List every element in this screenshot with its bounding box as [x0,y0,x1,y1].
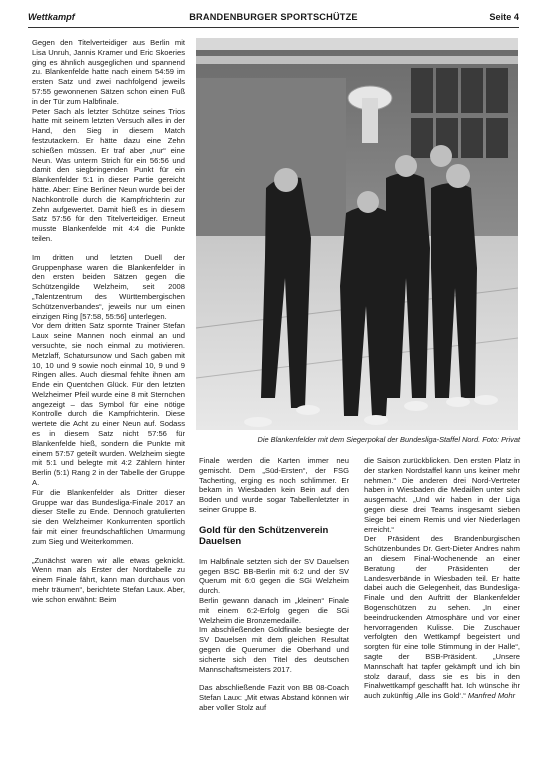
paragraph: Das abschließende Fazit von BB 08-Coach Stefan Laux: „Mit etwas Abstand können wir aber voller Stolz auf [199,683,349,712]
paragraph: die Saison zurückblicken. Den ersten Platz in der starken Nordstaffel kann uns keiner mehr nehmen.“ Die anderen drei Nord-Vertreter haben in Wiesbaden die Medaillen unter sich ausgemacht. „Und wir haben in der Liga gegen diese drei Teams insgesamt sieben Siege bei einem Remis und vier Niederlagen erreicht.“ [364,456,520,534]
team-photo-image [196,38,518,430]
paragraph: Für die Blankenfelder als Dritter dieser Gruppe war das Bundesliga-Finale 2017 an dieser Stelle zu Ende. Dennoch gratulierten sie den Welzheimer Konkurrenten sportlich fair mit einer freundschaftlichen Umarmung zum Sieg und Weiterkommen. [32,487,185,546]
author-signature: Manfred Mohr [467,691,516,701]
section-label: Wettkampf [28,12,75,22]
paragraph: Berlin gewann danach im „kleinen“ Finale mit einem 6:2-Erfolg gegen die SGi Welzheim die Bronzemedaille. [199,595,349,625]
page-header [28,12,519,26]
paragraph: Im Halbfinale setzten sich der SV Dauelsen gegen BSC BB-Berlin mit 6:2 und der SV Querum mit 6:0 gegen die SGi Welzheim durch. [199,556,349,596]
article-column-2 [199,456,349,713]
paragraph: Gegen den Titelverteidiger aus Berlin mit Lisa Unruh, Jannis Kramer und Eric Skoeries ging es ähnlich ausgeglichen und spannend zu. Blankenfelde hatte nach einem 54:59 im ersten Satz und zwei nachfolgend jeweils 57:55 gewonnenen Sätzen schon einen Fuß in der Tür zum Halbfinale. [32,38,185,106]
paragraph-text: Der Präsident des Brandenburgischen Schützenbundes Dr. Gert-Dieter Andres nahm an diesem Final-Wochenende an einer Beratung der Präsidenten der Landesverbände in Wiesbaden teil. Er hatte dabei auch die Gelegenheit, das Bundesliga-Finale und den Auftritt der Blankenfelder Bogenschützen zu sehen. „In einer beeindruckenden Atmosphäre und vor einer hervorragenden Kulisse. Die Zuschauer verfolgten den Wettkampf begeistert und sorgten für eine tolle Stimmung in der Halle“, sagte der BSB-Präsident. „Unsere Mannschaft hat tapfer gekämpft und ich bin stolz darauf, dass sie es bis in den Finalwettkampf geschafft hat. Ich wünsche ihr auch zukünftig ‚Alle ins Gold‘.“ [364,534,520,701]
paragraph: Im abschließenden Goldfinale besiegte der SV Dauelsen mit dem gleichen Resultat gegen die Querumer die Oberhand und sicherte sich den Titel des deutschen Mannschaftsmeisters 2017. [199,625,349,674]
photo-caption: Die Blankenfelder mit dem Siegerpokal der Bundesliga-Staffel Nord. Foto: Privat [257,435,520,444]
article-column-3 [364,456,520,701]
team-photo [196,38,518,430]
paragraph: Finale werden die Karten immer neu gemischt. Dem „Süd-Ersten“, der FSG Tacherting, erging es noch schlimmer. Er bekam in Wiesbaden kein Bein auf den Boden und wurde sogar Tabellenletzter in seiner Gruppe B. [199,456,349,514]
article-column-1 [32,38,185,605]
paragraph: „Zunächst waren wir alle etwas geknickt. Wenn man als Erster der Nordtabelle zu einem Finale fährt, kann man durchaus von mehr träumen“, berichtete Stefan Laux. Aber, wie schon erwähnt: Beim [32,555,185,604]
subheading: Gold für den Schützenverein Dauelsen [199,524,329,548]
paragraph [364,534,520,701]
paragraph: Vor dem dritten Satz spornte Trainer Stefan Laux seine Mannen noch einmal an und versuchte, sie noch einmal zu motivieren. Metzlaff, Schatursunow und Sach gaben mit 10, 10 und 9 sowie noch einmal 10, 9 und 9 Ringen alles. Auch diesmal fehlte ihnen am Ende ein Quentchen Glück. Für den letzten Welzheimer Pfeil wurde eine 8 mit Sternchen angezeigt – das Symbol für eine nötige Kontrolle durch die Kampfrichterin. Diese wertete die Acht zu einer Neun auf. Sodass es in diesem Satz nicht 57:56 für Blankenfelde hieß, sondern die Punkte mit einem 57:57 geteilt wurden. Welzheim siegte mit 5:1 und belegte mit 4:2 Zählern hinter Berlin (5:1) Rang 2 in der Tabelle der Gruppe A. [32,321,185,488]
paragraph: Im dritten und letzten Duell der Gruppenphase waren die Blankenfelder in den ersten beiden Sätzen gegen die Schützengilde Welzheim, seit 2008 „Talentzentrum des Württembergischen Schützenverbandes“, jeweils nur um einen einzigen Ring [57:58, 55:56] unterlegen. [32,252,185,321]
page-number: Seite 4 [489,12,519,22]
paragraph: Peter Sach als letzter Schütze seines Trios hatte mit seinem letzten Versuch alles in der Hand, den Sieg in diesem Match festzutackern. Er hätte dazu eine Zehn schießen müssen. Er traf aber „nur“ eine Neun. Was unterm Strich für ein 56:56 und damit den siegbringenden Punkt für ein Blankenfelder 5:1 in dieser Partie gereicht hätte. Aber: Eine Berliner Neun wurde bei der Nachkontrolle durch die Kampfrichterin zur Zehn aufgewertet. Damit hieß es in diesem Satz 57:56 für den Titelverteidiger. Erneut musste Blankenfelde mit 4:4 die Punkte teilen. [32,106,185,243]
header-rule [28,27,519,28]
magazine-title: BRANDENBURGER SPORTSCHÜTZE [189,12,358,22]
